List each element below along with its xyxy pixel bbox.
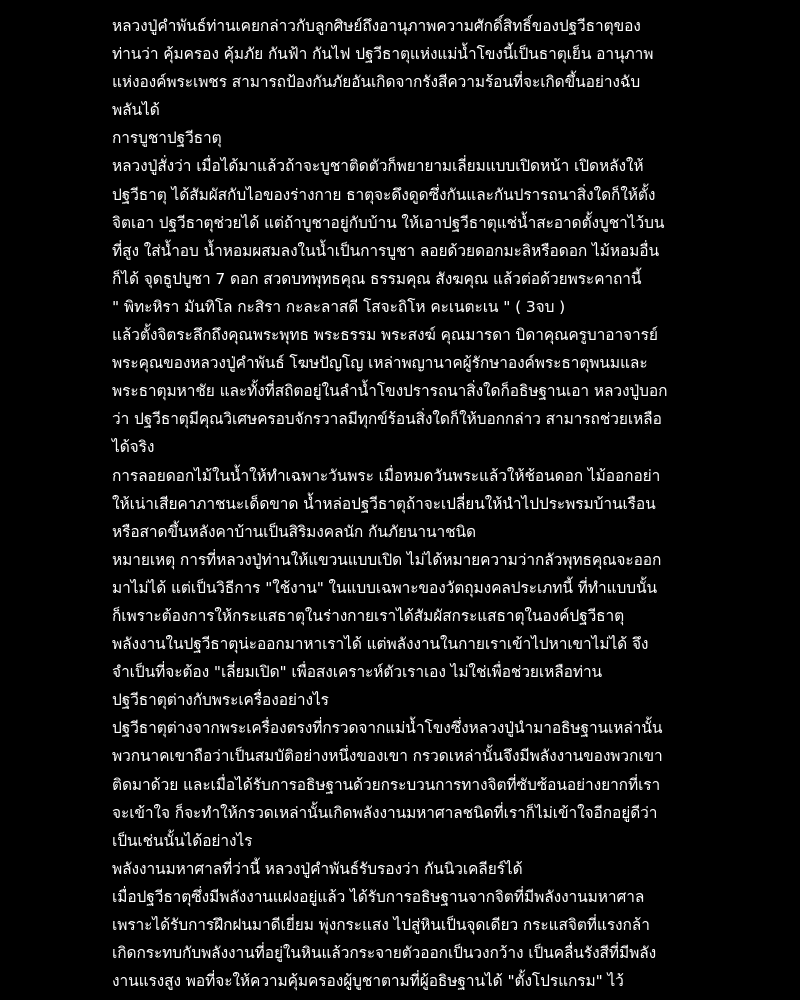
text-line: หมายเหตุ การที่หลวงปู่ท่านให้แขวนแบบเปิด ไม่ได้หมายความว่ากลัวพุทธคุณจะออก: [112, 550, 662, 569]
section-heading: ปฐวีธาตุต่างกับพระเครื่องอย่างไร: [112, 691, 329, 710]
text-line: ท่านว่า คุ้มครอง คุ้มภัย กันฟ้า กันไฟ ปฐวีธาตุแห่งแม่น้ำโขงนี้เป็นธาตุเย็น อานุภาพ: [112, 45, 654, 64]
text-line: หรือสาดขึ้นหลังคาบ้านเป็นสิริมงคลนัก กันภัยนานาชนิด: [112, 522, 477, 541]
text-line: ได้จริง: [112, 438, 155, 457]
text-line: เมื่อปฐวีธาตุซึ่งมีพลังงานแฝงอยู่แล้ว ได้รับการอธิษฐานจากจิตที่มีพลังงานมหาศาล: [112, 887, 645, 906]
text-line: แล้วตั้งจิตระลึกถึงคุณพระพุทธ พระธรรม พระสงฆ์ คุณมารดา บิดาคุณครูบาอาจารย์: [112, 326, 658, 345]
section-heading: การบูชาปฐวีธาตุ: [112, 129, 222, 148]
text-line: พระคุณของหลวงปู่คำพันธ์ โฆษปัญโญ เหล่าพญานาคผู้รักษาองค์พระธาตุพนมและ: [112, 354, 648, 373]
text-line: พวกนาคเขาถือว่าเป็นสมบัติอย่างหนึ่งของเขา กรวดเหล่านั้นจึงมีพลังงานของพวกเขา: [112, 747, 663, 766]
text-line: ก็เพราะต้องการให้กระแสธาตุในร่างกายเราได้สัมผัสกระแสธาตุในองค์ปฐวีธาตุ: [112, 606, 625, 625]
text-line: จิตเอา ปฐวีธาตุช่วยได้ แต่ถ้าบูชาอยู่กับบ้าน ให้เอาปฐวีธาตุแช่น้ำสะอาดตั้งบูชาไว้บน: [112, 213, 665, 232]
mantra-line: " พิทะหิรา มันทิโล กะสิรา กะละลาสดี โสจะถิโห คะเนตะเน " ( 3จบ ): [112, 297, 566, 316]
text-line: จำเป็นที่จะต้อง "เลี่ยมเปิด" เพื่อสงเคราะห์ตัวเราเอง ไม่ใช่เพื่อช่วยเหลือท่าน: [112, 663, 603, 682]
text-line: ก็ได้ จุดธูปบูชา 7 ดอก สวดบทพุทธคุณ ธรรมคุณ สังฆคุณ แล้วต่อด้วยพระคาถานี้: [112, 269, 642, 288]
text-line: ที่สูง ใส่น้ำอบ น้ำหอมผสมลงในน้ำเป็นการบูชา ลอยด้วยดอกมะลิหรือดอก ไม้หอมอื่น: [112, 241, 659, 260]
article-text: [112, 12, 712, 995]
text-line: จะเข้าใจ ก็จะทำให้กรวดเหล่านั้นเกิดพลังงานมหาศาลชนิดที่เราก็ไม่เข้าใจอีกอยู่ดีว่า: [112, 803, 658, 822]
section-heading: พลังงานมหาศาลที่ว่านี้ หลวงปู่คำพันธ์รับรองว่า กันนิวเคลียร์ได้: [112, 859, 523, 878]
text-line: มาไม่ได้ แต่เป็นวิธีการ "ใช้งาน" ในแบบเฉพาะของวัตถุมงคลประเภทนี้ ที่ทำแบบนั้น: [112, 578, 658, 597]
text-line: เกิดกระทบกับพลังงานที่อยู่ในหินแล้วกระจายตัวออกเป็นวงกว้าง เป็นคลื่นรังสีที่มีพลัง: [112, 944, 657, 963]
text-line: ให้เน่าเสียคาภาชนะเด็ดขาด น้ำหล่อปฐวีธาตุถ้าจะเปลี่ยนให้นำไปประพรมบ้านเรือน: [112, 494, 656, 513]
text-line: พลังงานในปฐวีธาตุน่ะออกมาหาเราได้ แต่พลังงานในกายเราเข้าไปหาเขาไม่ได้ จึง: [112, 635, 649, 654]
text-line: ว่า ปฐวีธาตุมีคุณวิเศษครอบจักรวาลมีทุกข์ร้อนสิ่งใดก็ให้บอกกล่าว สามารถช่วยเหลือ: [112, 410, 662, 429]
text-line: แห่งองค์พระเพชร สามารถป้องกันภัยอันเกิดจากรังสีความร้อนที่จะเกิดขึ้นอย่างฉับ: [112, 73, 641, 92]
text-line: การลอยดอกไม้ในน้ำให้ทำเฉพาะวันพระ เมื่อหมดวันพระแล้วให้ช้อนดอก ไม้ออกอย่า: [112, 466, 661, 485]
text-line: ติดมาด้วย และเมื่อได้รับการอธิษฐานด้วยกระบวนการทางจิตที่ซับซ้อนอย่างยากที่เรา: [112, 775, 661, 794]
text-line: ปฐวีธาตุ ได้สัมผัสกับไอของร่างกาย ธาตุจะดึงดูดซึ่งกันและกันปรารถนาสิ่งใดก็ให้ตั้ง: [112, 185, 656, 204]
text-line: พระธาตุมหาชัย และทั้งที่สถิตอยู่ในลำน้ำโขงปรารถนาสิ่งใดก็อธิษฐานเอา หลวงปู่บอก: [112, 382, 668, 401]
text-line: พลันได้: [112, 101, 160, 120]
text-line: ปฐวีธาตุต่างจากพระเครื่องตรงที่กรวดจากแม่น้ำโขงซึ่งหลวงปู่นำมาอธิษฐานเหล่านั้น: [112, 719, 663, 738]
text-line: เพราะได้รับการฝึกฝนมาดีเยี่ยม พุ่งกระแสง ไปสู่หินเป็นจุดเดียว กระแสจิตที่แรงกล้า: [112, 916, 650, 934]
text-line: หลวงปู่สั่งว่า เมื่อได้มาแล้วถ้าจะบูชาติดตัวก็พยายามเลี่ยมแบบเปิดหน้า เปิดหลังให้: [112, 157, 644, 176]
text-line: เป็นเช่นนั้นได้อย่างไร: [112, 831, 253, 850]
text-line: หลวงปู่คำพันธ์ท่านเคยกล่าวกับลูกศิษย์ถึงอานุภาพความศักดิ์สิทธิ์ของปฐวีธาตุของ: [112, 17, 641, 35]
text-line: งานแรงสูง พอที่จะให้ความคุ้มครองผู้บูชาตามที่ผู้อธิษฐานได้ "ตั้งโปรแกรม" ไว้: [112, 972, 624, 991]
